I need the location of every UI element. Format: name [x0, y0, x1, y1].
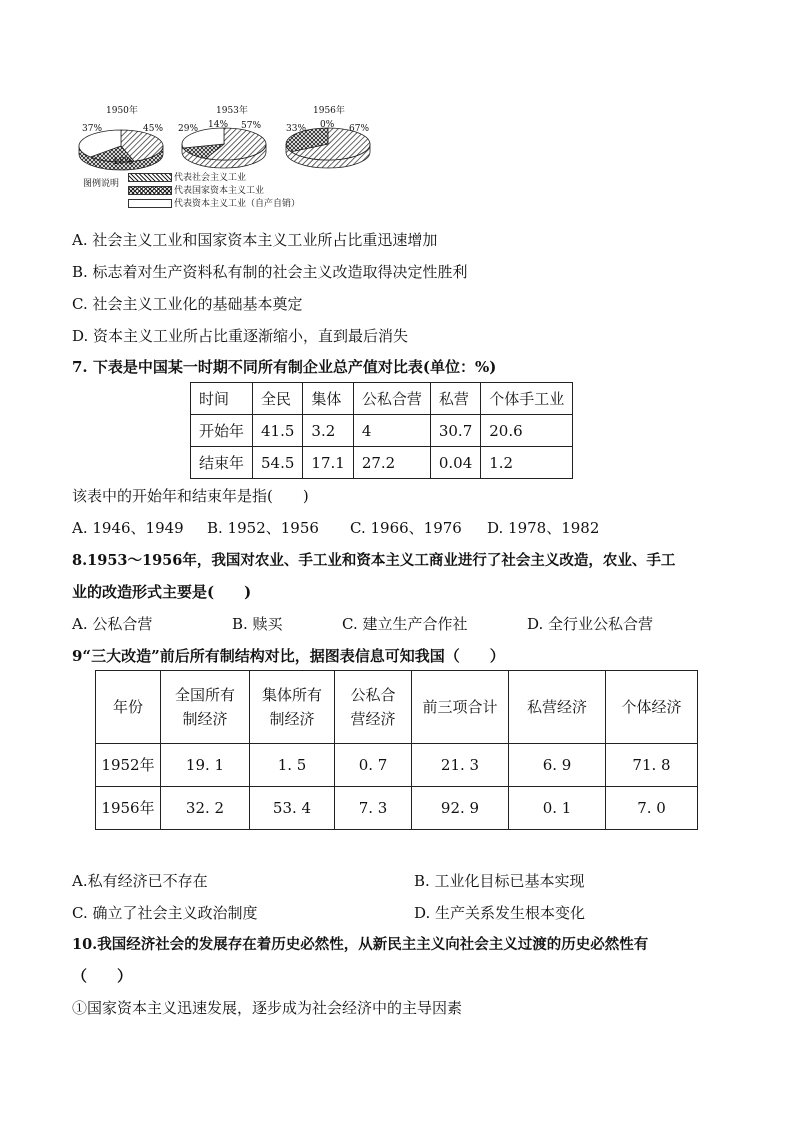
q9-table	[95, 670, 698, 830]
table-cell: 19. 1	[161, 744, 250, 787]
q10-stem-line2: （ ）	[72, 967, 133, 985]
legend-item-state	[128, 183, 264, 196]
table-cell: 0. 7	[335, 744, 412, 787]
table-header-cell: 公私合营	[353, 383, 430, 415]
table-cell: 1956年	[96, 787, 161, 830]
q6-option-b: B. 标志着对生产资料私有制的社会主义改造取得决定性胜利	[72, 263, 468, 281]
table-cell: 1952年	[96, 744, 161, 787]
q9-option-d: D. 生产关系发生根本变化	[414, 904, 586, 922]
pie-label-1950-state: 18%	[113, 157, 134, 167]
blank-swatch	[128, 199, 172, 208]
table-header-cell: 个体手工业	[481, 383, 573, 415]
legend-item-capitalist	[128, 196, 300, 209]
table-cell: 20.6	[481, 415, 573, 447]
q7-table	[190, 382, 573, 479]
hatch-swatch	[128, 173, 172, 182]
table-cell: 1. 5	[250, 744, 335, 787]
pie-label-1956-capitalist: 0%	[320, 120, 335, 130]
table-header-cell: 公私合 营经济	[335, 671, 412, 744]
table-row	[96, 787, 698, 830]
table-cell: 6. 9	[509, 744, 606, 787]
table-cell: 3.2	[303, 415, 353, 447]
table-header-cell: 个体经济	[606, 671, 698, 744]
table-header-cell: 前三项合计	[412, 671, 509, 744]
q7-option-a: A. 1946、1949	[72, 519, 184, 537]
q9-option-c: C. 确立了社会主义政治制度	[72, 904, 258, 922]
legend-label: 代表资本主义工业（自产自销）	[174, 199, 301, 209]
q8-stem-line1: 8.1953～1956年，我国对农业、手工业和资本主义工商业进行了社会主义改造，农业、手工	[72, 552, 676, 569]
table-cell: 92. 9	[412, 787, 509, 830]
legend-label: 代表社会主义工业	[174, 173, 247, 183]
q8-option-d: D. 全行业公私合营	[527, 615, 654, 633]
table-cell: 54.5	[253, 447, 303, 479]
table-cell: 1.2	[481, 447, 573, 479]
q6-option-a: A. 社会主义工业和国家资本主义工业所占比重迅速增加	[72, 231, 438, 249]
q9-stem: 9“三大改造”前后所有制结构对比，据图表信息可知我国（ ）	[72, 647, 505, 665]
q6-option-c: C. 社会主义工业化的基础基本奠定	[72, 295, 303, 313]
table-cell: 7. 3	[335, 787, 412, 830]
crosshatch-swatch	[128, 186, 172, 195]
q7-option-b: B. 1952、1956	[207, 519, 319, 537]
table-cell: 7. 0	[606, 787, 698, 830]
table-header-row	[96, 671, 698, 744]
table-header-cell: 私营经济	[509, 671, 606, 744]
pie-year-1956: 1956年	[313, 106, 345, 116]
q9-option-a: A.私有经济已不存在	[72, 872, 208, 890]
table-cell: 开始年	[191, 415, 253, 447]
q9-option-b: B. 工业化目标已基本实现	[414, 872, 585, 890]
table-header-cell: 集体	[303, 383, 353, 415]
table-cell: 0.04	[430, 447, 480, 479]
table-row	[191, 447, 573, 479]
q8-option-b: B. 赎买	[232, 615, 283, 633]
table-header-cell: 集体所有 制经济	[250, 671, 335, 744]
pie-label-1956-socialist: 67%	[349, 124, 370, 134]
table-cell: 32. 2	[161, 787, 250, 830]
table-cell: 21. 3	[412, 744, 509, 787]
q7-option-c: C. 1966、1976	[350, 519, 462, 537]
q10-stem-line1: 10.我国经济社会的发展存在着历史必然性，从新民主主义向社会主义过渡的历史必然性有	[72, 936, 649, 953]
table-cell: 41.5	[253, 415, 303, 447]
pie-label-1950-socialist: 45%	[143, 124, 164, 134]
legend-label: 代表国家资本主义工业	[174, 186, 265, 196]
pie-label-1953-state: 14%	[208, 120, 229, 130]
q10-item-1: ①国家资本主义迅速发展，逐步成为社会经济中的主导因素	[72, 999, 463, 1017]
q6-option-d: D. 资本主义工业所占比重逐渐缩小，直到最后消失	[72, 327, 409, 345]
pie-year-1950: 1950年	[106, 106, 138, 116]
pie-label-1953-capitalist: 29%	[178, 124, 199, 134]
legend-item-socialist	[128, 170, 246, 183]
pie-label-1953-socialist: 57%	[241, 121, 262, 131]
table-header-row	[191, 383, 573, 415]
table-cell: 53. 4	[250, 787, 335, 830]
q8-stem-line2: 业的改造形式主要是( )	[72, 583, 252, 601]
table-cell: 71. 8	[606, 744, 698, 787]
table-header-cell: 时间	[191, 383, 253, 415]
q7-stem: 7. 下表是中国某一时期不同所有制企业总产值对比表(单位：%)	[72, 358, 497, 376]
q8-option-c: C. 建立生产合作社	[342, 615, 468, 633]
table-cell: 结束年	[191, 447, 253, 479]
table-header-cell: 年份	[96, 671, 161, 744]
q7-question: 该表中的开始年和结束年是指( )	[72, 487, 309, 505]
q7-option-d: D. 1978、1982	[487, 519, 600, 537]
table-header-cell: 私营	[430, 383, 480, 415]
table-row	[96, 744, 698, 787]
legend-title: 图例说明	[83, 179, 120, 189]
table-cell: 4	[353, 415, 430, 447]
table-header-cell: 全民	[253, 383, 303, 415]
table-cell: 0. 1	[509, 787, 606, 830]
table-cell: 30.7	[430, 415, 480, 447]
table-cell: 27.2	[353, 447, 430, 479]
table-row	[191, 415, 573, 447]
pie-label-1956-state: 33%	[286, 124, 307, 134]
pie-label-1950-capitalist: 37%	[82, 124, 103, 134]
q8-option-a: A. 公私合营	[72, 615, 153, 633]
table-cell: 17.1	[303, 447, 353, 479]
pie-year-1953: 1953年	[216, 106, 248, 116]
table-header-cell: 全国所有 制经济	[161, 671, 250, 744]
